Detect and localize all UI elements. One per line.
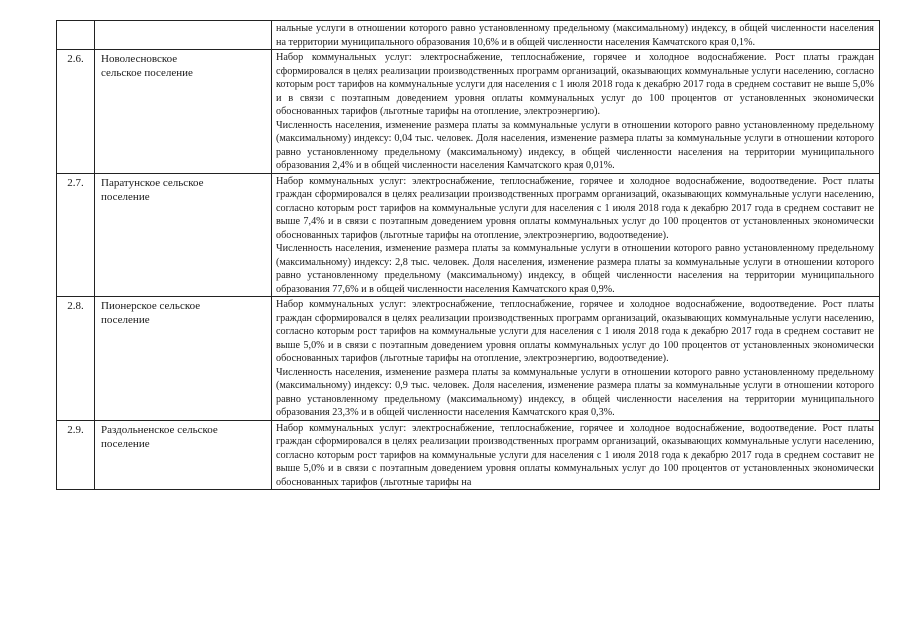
settlement-name-line: Новолесновское (101, 53, 178, 65)
description-paragraph: Набор коммунальных услуг: электроснабжение, теплоснабжение, горячее и холодное водоснабжение. Рост платы граждан сформировался в целях реализации производственных программ организаций, оказывающих коммунальные услуги населению, согласно которым рост тарифов на коммунальные услуги для населения с 1 июля 2018 года к декабрю 2017 года в среднем составит не выше 5,0% и в связи с поэтапным доведением уровня оплаты коммунальных услуг до 100 процентов от установленных экономически обоснованных тарифов (льготные тарифы на отопление, электроэнергию). (276, 52, 874, 117)
row-number (57, 21, 95, 50)
tariff-description (272, 420, 880, 490)
settlement-name (95, 297, 272, 421)
settlement-name-line: Раздольненское сельское (101, 423, 218, 436)
tariff-description (272, 21, 880, 50)
table-row (57, 420, 880, 490)
table-row (57, 50, 880, 174)
row-number: 2.8. (57, 297, 95, 421)
row-number: 2.9. (57, 420, 95, 490)
description-paragraph: Численность населения, изменение размера платы за коммунальные услуги в отношении которого равно установленному предельному (максимальному) индексу: 2,8 тыс. человек. Доля населения, изменение размера платы за коммунальные услуги в отношении которого равно установленному предельному (максимальному) индексу, в общей численности населения на территории муниципального образования 77,6% и в общей численности населения Камчатского края 0,9%. (276, 243, 874, 295)
table-row (57, 21, 880, 50)
description-paragraph: Набор коммунальных услуг: электроснабжение, теплоснабжение, горячее и холодное водоснабжение, водоотведение. Рост платы граждан сформировался в целях реализации производственных программ организаций, оказывающих коммунальные услуги населению, согласно которым рост тарифов на коммунальные услуги для населения с 1 июля 2018 года к декабрю 2017 года в среднем составит не выше 7,4% и в связи с поэтапным доведением уровня оплаты коммунальных услуг до 100 процентов от установленных экономически обоснованных тарифов (льготные тарифы на отопление, электроэнергию, водоотведение). (276, 175, 874, 241)
tariff-description (272, 173, 880, 297)
settlement-name-line: Пионерское сельское (101, 300, 201, 312)
tariff-description (272, 50, 880, 174)
row-number: 2.7. (57, 173, 95, 297)
description-paragraph: Набор коммунальных услуг: электроснабжение, теплоснабжение, горячее и холодное водоснабжение, водоотведение. Рост платы граждан сформировался в целях реализации производственных программ организаций, оказывающих коммунальные услуги населению, согласно которым рост тарифов на коммунальные услуги для населения с 1 июля 2018 года к декабрю 2017 года в среднем составит не выше 5,0% и в связи с поэтапным доведением уровня оплаты коммунальных услуг до 100 процентов от установленных экономически обоснованных тарифов (льготные тарифы на отопление, электроэнергию, водоотведение). (276, 299, 874, 364)
settlement-name (95, 21, 272, 50)
settlement-name (95, 50, 272, 174)
table-row (57, 173, 880, 297)
settlement-name-line: поселение (101, 437, 150, 450)
settlement-name (95, 173, 272, 297)
description-paragraph: Набор коммунальных услуг: электроснабжение, теплоснабжение, горячее и холодное водоснабжение, водоотведение. Рост платы граждан сформировался в целях реализации производственных программ организаций, оказывающих коммунальные услуги населению, согласно которым рост тарифов на коммунальные услуги для населения с 1 июля 2018 года к декабрю 2017 года в среднем составит не выше 5,0% и в связи с поэтапным доведением уровня оплаты коммунальных услуг до 100 процентов от установленных экономически обоснованных тарифов (льготные тарифы на (276, 422, 874, 488)
settlement-name (95, 420, 272, 490)
row-number: 2.6. (57, 50, 95, 174)
settlement-name-line: сельское поселение (101, 67, 193, 79)
municipal-tariff-table (56, 20, 880, 490)
tariff-description (272, 297, 880, 421)
settlement-name-line: поселение (101, 190, 150, 203)
settlement-name-line: Паратунское сельское (101, 176, 204, 189)
description-paragraph: Численность населения, изменение размера платы за коммунальные услуги в отношении которого равно установленному предельному (максимальному) индексу: 0,04 тыс. человек. Доля населения, изменение размера платы за коммунальные услуги в отношении которого равно установленному предельному (максимальному) индексу, в общей численности населения на территории муниципального образования 2,4% и в общей численности населения Камчатского края 0,01%. (276, 119, 874, 171)
table-body (57, 21, 880, 490)
description-paragraph: нальные услуги в отношении которого равно установленному предельному (максимальному) индексу, в общей численности населения на территории муниципального образования 10,6% и в общей численности населения Камчатского края 0,1%. (276, 23, 874, 48)
settlement-name-line: поселение (101, 314, 150, 326)
table-row (57, 297, 880, 421)
description-paragraph: Численность населения, изменение размера платы за коммунальные услуги в отношении которого равно установленному предельному (максимальному) индексу: 0,9 тыс. человек. Доля населения, изменение размера платы за коммунальные услуги в отношении которого равно установленному предельному (максимальному) индексу, в общей численности населения на территории муниципального образования 23,3% и в общей численности населения Камчатского края 0,3%. (276, 366, 874, 418)
